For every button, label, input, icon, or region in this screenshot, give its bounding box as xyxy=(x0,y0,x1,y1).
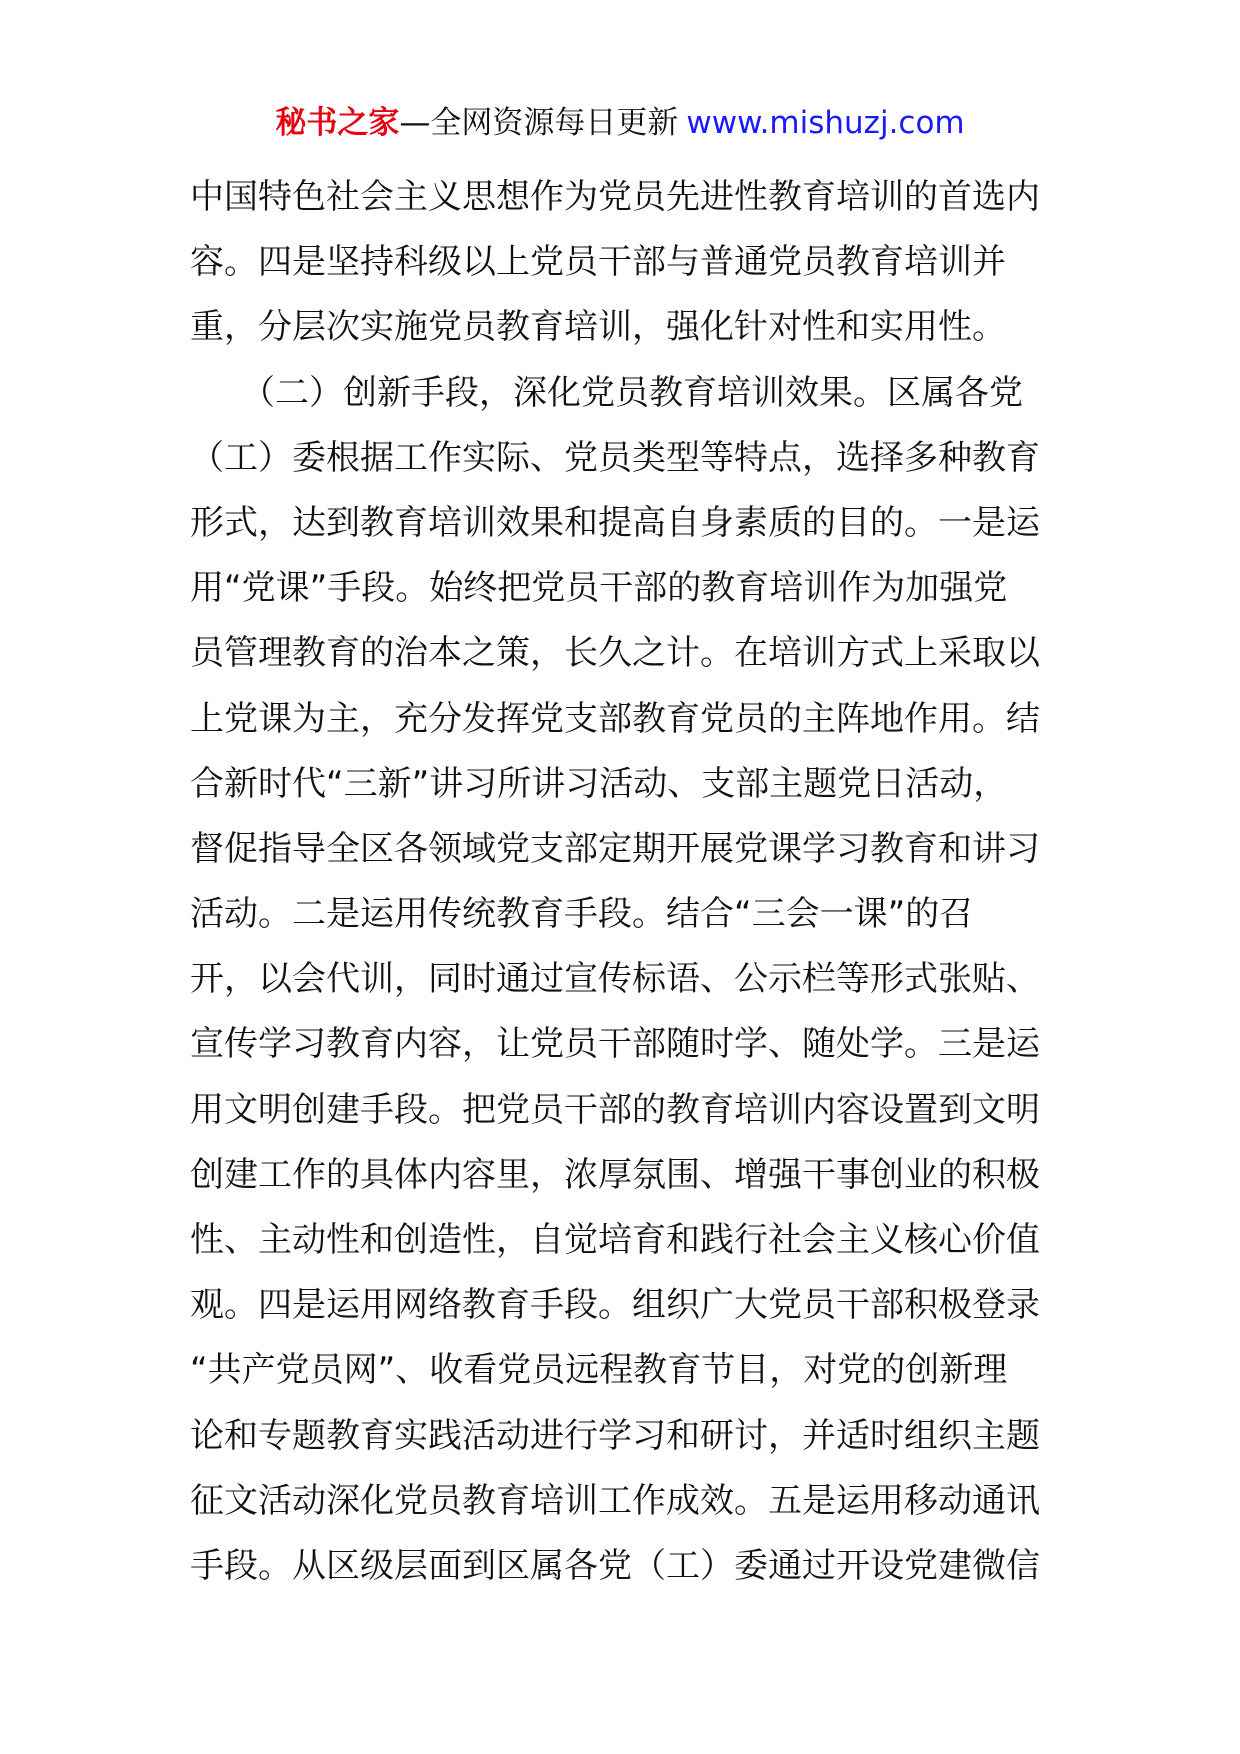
text-line: 论和专题教育实践活动进行学习和研讨，并适时组织主题 xyxy=(190,1415,1040,1456)
text-line: 手段。从区级层面到区属各党（工）委通过开设党建微信 xyxy=(190,1545,1040,1586)
text-line: 上党课为主，充分发挥党支部教育党员的主阵地作用。结 xyxy=(190,698,1040,739)
document-body xyxy=(190,165,1060,1599)
text-line: 员管理教育的治本之策，长久之计。在培训方式上采取以 xyxy=(190,633,1040,674)
text-line: 观。四是运用网络教育手段。组织广大党员干部积极登录 xyxy=(190,1285,1040,1326)
brand-name: 秘书之家 xyxy=(275,105,400,141)
text-line: 开，以会代训，同时通过宣传标语、公示栏等形式张贴、 xyxy=(190,959,1040,1000)
text-line: 形式，达到教育培训效果和提高自身素质的目的。一是运 xyxy=(190,502,1040,543)
text-line: 征文活动深化党员教育培训工作成效。五是运用移动通讯 xyxy=(190,1480,1040,1521)
text-line: 活动。二是运用传统教育手段。结合“三会一课”的召 xyxy=(190,894,974,935)
text-line: 宣传学习教育内容，让党员干部随时学、随处学。三是运 xyxy=(190,1024,1040,1065)
text-line: 用“党课”手段。始终把党员干部的教育培训作为加强党 xyxy=(190,568,1008,609)
text-line: 重，分层次实施党员教育培训，强化针对性和实用性。 xyxy=(190,307,1006,348)
text-line: 合新时代“三新”讲习所讲习活动、支部主题党日活动， xyxy=(190,763,1008,804)
text-line: “共产党员网”、收看党员远程教育节目，对党的创新理 xyxy=(190,1350,1008,1391)
text-line: （工）委根据工作实际、党员类型等特点，选择多种教育 xyxy=(190,437,1040,478)
text-line: 创建工作的具体内容里，浓厚氛围、增强干事创业的积极 xyxy=(190,1154,1040,1195)
text-line: 中国特色社会主义思想作为党员先进性教育培训的首选内 xyxy=(190,177,1040,217)
header-tagline: —全网资源每日更新 xyxy=(399,105,679,141)
text-line: （二）创新手段，深化党员教育培训效果。区属各党 xyxy=(190,372,1023,413)
page-header xyxy=(0,98,1240,148)
text-line: 用文明创建手段。把党员干部的教育培训内容设置到文明 xyxy=(190,1089,1040,1130)
text-line: 性、主动性和创造性，自觉培育和践行社会主义核心价值 xyxy=(190,1220,1040,1260)
site-url-link[interactable]: www.mishuzj.com xyxy=(686,105,965,141)
text-line: 容。四是坚持科级以上党员干部与普通党员教育培训并 xyxy=(190,242,1006,283)
text-line: 督促指导全区各领域党支部定期开展党课学习教育和讲习 xyxy=(190,828,1040,869)
